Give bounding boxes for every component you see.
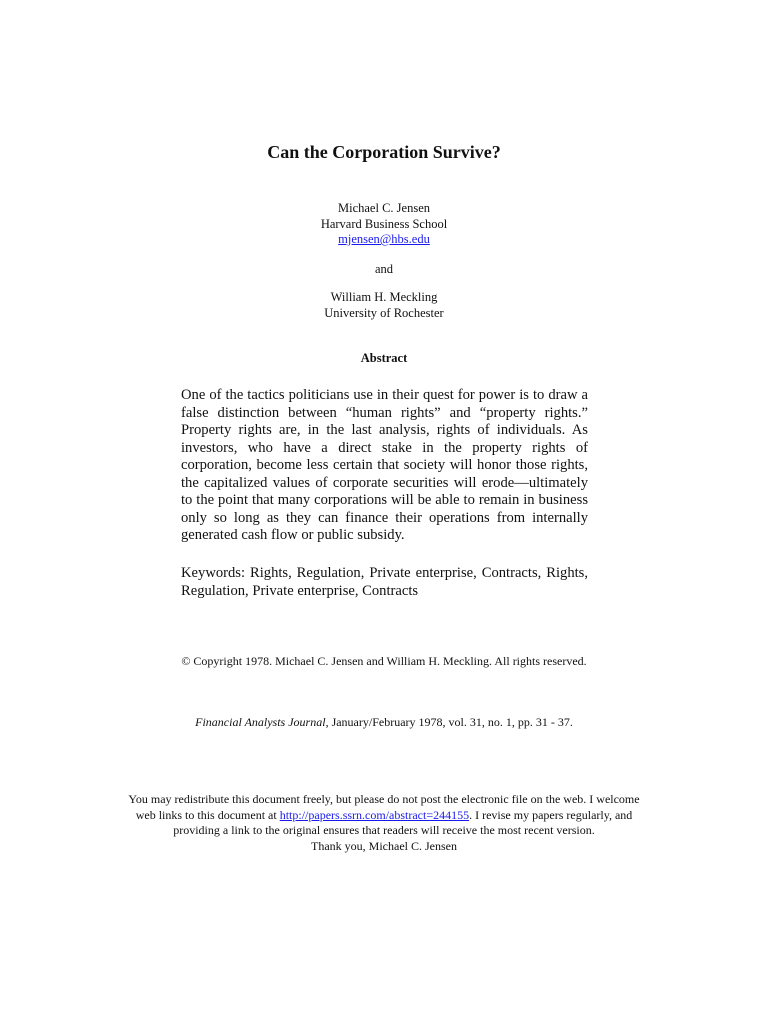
author-conjunction: and [374, 262, 394, 276]
journal-citation [0, 715, 768, 731]
abstract-heading: Abstract [360, 351, 408, 365]
author-email-link[interactable]: mjensen@hbs.edu [338, 232, 430, 246]
author-block-1 [0, 201, 768, 248]
redistribution-notice [0, 792, 768, 854]
footer-line-2-suffix: . I revise my papers regularly, and [469, 807, 633, 822]
footer-line-2 [0, 808, 768, 824]
paper-title: Can the Corporation Survive? [267, 142, 501, 162]
author-name: Michael C. Jensen [338, 201, 430, 215]
abstract-body [181, 387, 588, 545]
author-name: William H. Meckling [330, 290, 438, 304]
footer-line-2-prefix: web links to this document at [135, 807, 280, 822]
copyright-notice: © Copyright 1978. Michael C. Jensen and William H. Meckling. All rights reserved. [181, 654, 587, 668]
author-affiliation: Harvard Business School [320, 216, 448, 231]
journal-details: , January/February 1978, vol. 31, no. 1, pp. 31 - 37. [325, 715, 573, 729]
footer-signature: Thank you, Michael C. Jensen [311, 838, 457, 853]
keywords: Keywords: Rights, Regulation, Private enterprise, Contracts, Rights, Regulation, Private enterprise, Contracts [181, 565, 588, 599]
author-affiliation: University of Rochester [324, 305, 444, 320]
footer-line-3: providing a link to the original ensures that readers will receive the most recent version. [173, 823, 595, 837]
ssrn-link[interactable]: http://papers.ssrn.com/abstract=244155 [279, 807, 470, 822]
footer-line-1: You may redistribute this document freely, but please do not post the electronic file on the web. I welcome [128, 792, 640, 806]
abstract-text: One of the tactics politicians use in their quest for power is to draw a false distinction between “human rights” and “property rights.” Property rights are, in the last analysis, rights of individuals. As investors, who have a direct stake in the property rights of corporation, become less certain that society will honor those rights, the capitalized values of corporate securities will erode—ultimately to the point that many corporations will be able to remain in business only so long as they can finance their operations from internally generated cash flow or public subsidy. [181, 387, 588, 543]
author-block-2 [0, 290, 768, 321]
journal-name: Financial Analysts Journal [195, 715, 326, 729]
